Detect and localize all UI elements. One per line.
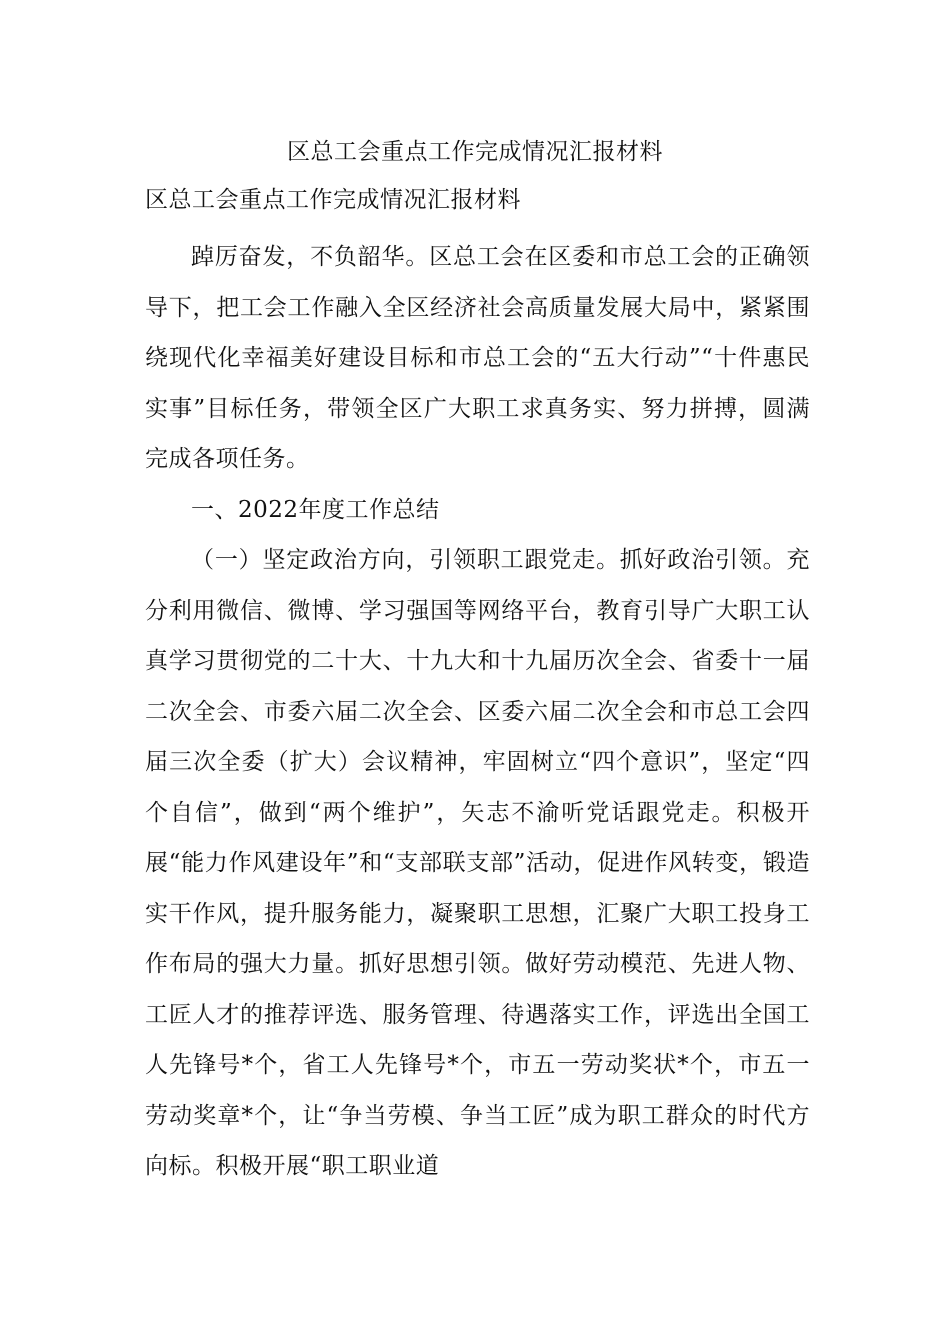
document-body: [145, 232, 810, 1192]
section-paragraph: （一）坚定政治方向，引领职工跟党走。抓好政治引领。充分利用微信、微博、学习强国等网络平台，教育引导广大职工认真学习贯彻党的二十大、十九大和十九届历次全会、省委十一届二次全会、市委六届二次全会、区委六届二次全会和市总工会四届三次全委（扩大）会议精神，牢固树立“四个意识”，坚定“四个自信”，做到“两个维护”，矢志不渝听党话跟党走。积极开展“能力作风建设年”和“支部联支部”活动，促进作风转变，锻造实干作风，提升服务能力，凝聚职工思想，汇聚广大职工投身工作布局的强大力量。抓好思想引领。做好劳动模范、先进人物、工匠人才的推荐评选、服务管理、待遇落实工作，评选出全国工人先锋号*个，省工人先锋号*个，市五一劳动奖状*个，市五一劳动奖章*个，让“争当劳模、争当工匠”成为职工群众的时代方向标。积极开展“职工职业道: [145, 547, 810, 1179]
document-subtitle: 区总工会重点工作完成情况汇报材料: [145, 187, 521, 213]
section-heading: 一、2022年度工作总结: [191, 496, 440, 523]
intro-paragraph: 踔厉奋发，不负韶华。区总工会在区委和市总工会的正确领导下，把工会工作融入全区经济社会高质量发展大局中，紧紧围绕现代化幸福美好建设目标和市总工会的“五大行动”“十件惠民实事”目标任务，带领全区广大职工求真务实、努力拼搏，圆满完成各项任务。: [145, 244, 810, 472]
document-title: 区总工会重点工作完成情况汇报材料: [287, 139, 663, 165]
